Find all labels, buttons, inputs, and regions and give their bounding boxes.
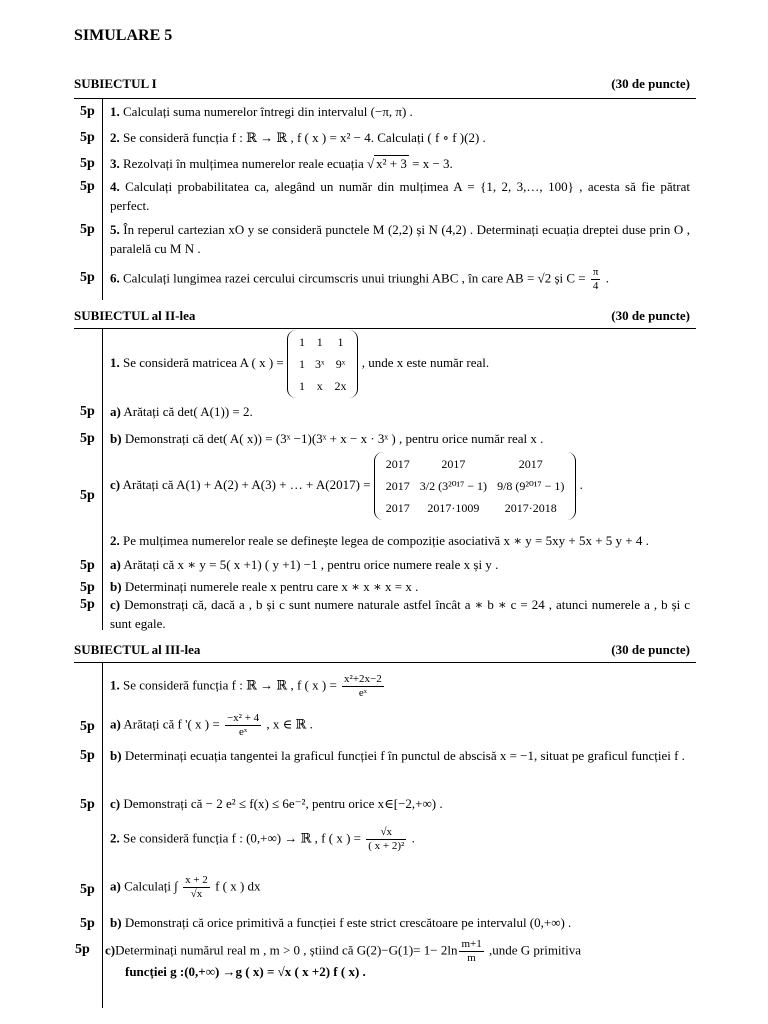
s2-p2-b-label: b) (110, 579, 122, 594)
points-s2-p2-a: 5p (80, 558, 95, 573)
s1-q6-text: Calculați lungimea razei cercului circumscris unui triunghi ABC , în care AB = √2 și C = (123, 270, 589, 286)
matrix-cell: 1 (299, 335, 305, 349)
s2-problem-2-intro (110, 531, 690, 550)
matrix-cell: 1 (337, 335, 344, 349)
s1-q6-text-end: . (602, 270, 609, 286)
s3-p2-a (110, 874, 690, 901)
s3-p1-c (110, 794, 690, 813)
s1-question-1 (110, 102, 690, 121)
points-s3-p2-c: 5p (75, 942, 90, 957)
s3-p1-fraction-num: x²+2x−2 (344, 673, 382, 685)
s3-p1-fraction (342, 673, 384, 700)
s1-q6-fraction-num: π (592, 266, 599, 278)
s2-problem-1-intro (110, 330, 690, 398)
s3-p2-c (105, 938, 693, 965)
s3-p2-c-fraction-num: m+1 (461, 938, 482, 950)
s1-question-6 (110, 266, 690, 293)
s2-p1-intro-text: Se consideră matricea A ( x ) = (123, 354, 287, 370)
s2-p2-intro-text: Pe mulțimea numerelor reale se definește legea de compoziție asociativă x ∗ y = 5xy + 5x + 5 y + 4 . (123, 533, 649, 548)
s3-p1-a-fraction (225, 712, 261, 739)
s1-q5-number: 5. (110, 222, 120, 237)
s3-p1-b-label: b) (110, 748, 122, 763)
points-s2-p1-a: 5p (80, 404, 95, 419)
matrix-cell: 2017·2018 (504, 501, 557, 515)
section-3-divider (102, 662, 103, 1008)
s3-p1-c-text: Demonstrați că − 2 e² ≤ f(x) ≤ 6e⁻², pentru orice x∈[−2,+∞) . (123, 796, 443, 811)
points-s1-q2: 5p (80, 130, 95, 145)
points-s3-p1-b: 5p (80, 748, 95, 763)
s1-q3-text-end: = x − 3. (408, 156, 453, 171)
matrix-cell: 1 (299, 379, 305, 393)
s1-q3-number: 3. (110, 156, 120, 171)
section-1-rule (74, 98, 696, 99)
s3-p2-c-label: c) (105, 942, 116, 958)
section-3-points: (30 de puncte) (611, 642, 690, 657)
matrix-cell: 9/8 (9²⁰¹⁷ − 1) (497, 479, 565, 493)
s3-p2-fraction-num: √x (366, 826, 406, 840)
s2-p1-c (110, 452, 690, 520)
s3-p2-c-text: Determinați numărul real m , m > 0 , știind că G(2)−G(1)= 1− 2ln (115, 942, 458, 958)
s3-p1-intro-text: Se consideră funcția f : ℝ → ℝ , f ( x ) = (123, 677, 341, 693)
s3-p2-intro-text: Se consideră funcția f : (0,+∞) → ℝ , f ( x ) = (123, 830, 365, 846)
section-1-points: (30 de puncte) (611, 76, 690, 91)
s3-p2-fraction (366, 826, 406, 853)
s2-p1-c-end: . (576, 476, 583, 492)
s3-problem-2-intro (110, 826, 690, 853)
points-s1-q1: 5p (80, 104, 95, 119)
matrix-cell: 2017 (441, 457, 466, 471)
matrix-cell: 3ˣ (315, 357, 325, 371)
section-2-rule (74, 328, 696, 329)
s1-question-2 (110, 128, 690, 147)
matrix-cell: x (316, 379, 323, 393)
s2-p2-c (110, 595, 690, 633)
s3-p2-a-fraction (183, 874, 210, 901)
s1-q4-text: Calculați probabilitatea ca, alegând un număr din mulțimea A = {1, 2, 3,…, 100} , acesta să fie pătrat perfect. (110, 179, 691, 213)
s3-p1-a-fraction-num: −x² + 4 (226, 712, 260, 724)
s2-p1-a-label: a) (110, 404, 121, 419)
section-3-header (74, 640, 690, 659)
s1-q2-number: 2. (110, 130, 120, 145)
s3-p2-b-text: Demonstrați că orice primitivă a funcției f este strict crescătoare pe intervalul (0,+∞) . (124, 915, 572, 930)
points-s2-p1-c: 5p (80, 488, 95, 503)
s1-q3-radicand: x² + 3 (376, 156, 407, 171)
s2-matrix-A (287, 330, 358, 398)
s2-matrix-sum (374, 452, 577, 520)
s1-question-3: 3. Rezolvați în mulțimea numerelor reale ecuația √ x² + 3 = x − 3. (110, 156, 453, 171)
s3-p2-b-label: b) (110, 915, 122, 930)
s2-p1-a (110, 402, 690, 421)
s1-q6-fraction-den: 4 (592, 280, 599, 292)
points-s1-q6: 5p (80, 270, 95, 285)
s2-p2-a-label: a) (110, 557, 121, 572)
s2-p1-number: 1. (110, 354, 120, 370)
section-2-points: (30 de puncte) (611, 308, 690, 323)
section-3-rule (74, 662, 696, 663)
section-1-title: SUBIECTUL I (74, 76, 157, 91)
s2-p2-b-text: Determinați numerele reale x pentru care x ∗ x ∗ x = x . (124, 579, 419, 594)
s2-p1-b-label: b) (110, 431, 122, 446)
s3-p2-a-fraction-num: x + 2 (185, 874, 208, 886)
points-s1-q3: 5p (80, 156, 95, 171)
s3-p1-a-label: a) (110, 716, 121, 732)
s2-p1-intro-end: , unde x este număr real. (358, 354, 490, 370)
s3-p2-number: 2. (110, 830, 120, 846)
s2-p1-b-text: Demonstrați că det( A( x)) = (3ˣ −1)(3ˣ + x − x · 3ˣ ) , pentru orice număr real x . (124, 431, 544, 446)
s3-p2-a-fraction-den: √x (190, 888, 203, 900)
matrix-cell: 2x (334, 379, 347, 393)
section-3-title: SUBIECTUL al III-lea (74, 642, 201, 657)
matrix-cell: 2017 (385, 457, 410, 471)
s3-p1-a (110, 712, 690, 739)
s1-question-5 (110, 220, 690, 258)
s3-p2-c-fraction-den: m (467, 952, 476, 964)
s3-p1-number: 1. (110, 677, 120, 693)
section-2-header (74, 306, 690, 325)
points-s1-q4: 5p (80, 179, 95, 194)
s3-p2-c-fraction (459, 938, 483, 965)
section-1-divider (102, 98, 103, 300)
s2-p2-a-text: Arătați că x ∗ y = 5( x +1) ( y +1) −1 , pentru orice numere reale x și y . (123, 557, 499, 572)
s1-q3-text: Rezolvați în mulțimea numerelor reale ecuația (123, 156, 368, 171)
s1-q6-fraction (591, 266, 601, 293)
s3-p2-a-text-end: f ( x ) dx (211, 878, 261, 894)
points-s3-p1-a: 5p (80, 719, 95, 734)
page-title: SIMULARE 5 (74, 27, 173, 44)
points-s3-p2-a: 5p (80, 882, 95, 897)
s2-p2-number: 2. (110, 533, 120, 548)
s2-p2-c-label: c) (110, 597, 121, 612)
s1-q2-text: Se consideră funcția f : ℝ → ℝ , f ( x ) = x² − 4. Calculați ( f ∘ f )(2) . (123, 130, 486, 145)
matrix-cell: 3/2 (3²⁰¹⁷ − 1) (419, 479, 488, 493)
points-s2-p2-b: 5p (80, 580, 95, 595)
points-s2-p2-c: 5p (80, 597, 95, 612)
s2-p2-c-text: Demonstrați că, dacă a , b și c sunt numere naturale astfel încât a ∗ b ∗ c = 24 , atunci numerele a , b și c sunt egale. (110, 597, 691, 631)
s3-p2-a-text: Calculați ∫ (124, 878, 182, 894)
points-s1-q5: 5p (80, 222, 95, 237)
s3-p1-a-text-end: , x ∈ ℝ . (263, 716, 313, 732)
s3-problem-1-intro (110, 673, 690, 700)
points-s3-p2-b: 5p (80, 916, 95, 931)
s1-q1-text: Calculați suma numerelor întregi din intervalul (−π, π) . (123, 104, 413, 119)
matrix-cell: 1 (299, 357, 305, 371)
matrix-cell: 2017 (518, 457, 543, 471)
s3-p2-b (110, 913, 690, 932)
s2-p1-c-label: c) (110, 476, 121, 492)
s1-q4-number: 4. (110, 179, 120, 194)
s3-p2-a-label: a) (110, 878, 121, 894)
s3-p2-c-line2: funcției g :(0,+∞) →g ( x) = √x ( x +2) f ( x) . (125, 964, 366, 979)
points-s2-p1-b: 5p (80, 431, 95, 446)
s3-p2-fraction-den: ( x + 2)² (368, 840, 405, 852)
s3-p1-b-text: Determinați ecuația tangentei la graficul funcției f în punctul de abscisă x = −1, situat pe graficul funcției f . (124, 748, 685, 763)
matrix-cell: 2017 (385, 479, 410, 493)
matrix-cell: 9ˣ (335, 357, 346, 371)
s1-q1-number: 1. (110, 104, 120, 119)
section-1-header (74, 74, 690, 93)
s2-p1-b (110, 429, 690, 448)
s1-q5-text: În reperul cartezian xO y se consideră punctele M (2,2) și N (4,2) . Determinați ecuația dreptei duse prin O , paralelă cu M N . (110, 222, 691, 256)
section-2-title: SUBIECTUL al II-lea (74, 308, 196, 323)
s3-p2-c-text-end: ,unde G primitiva (485, 942, 582, 958)
points-s3-p1-c: 5p (80, 797, 95, 812)
section-2-divider (102, 328, 103, 630)
s3-p1-a-text: Arătați că f '( x ) = (123, 716, 223, 732)
s3-p1-c-label: c) (110, 796, 121, 811)
matrix-cell: 2017·1009 (427, 501, 480, 515)
s3-p2-intro-end: . (408, 830, 415, 846)
s1-question-4 (110, 177, 690, 215)
s2-p2-b (110, 577, 690, 596)
s3-p1-a-fraction-den: eˣ (239, 726, 248, 738)
s3-p1-fraction-den: eˣ (358, 687, 367, 699)
s2-p2-a (110, 555, 690, 574)
matrix-cell: 2017 (385, 501, 410, 515)
s2-p1-c-text: Arătați că A(1) + A(2) + A(3) + … + A(2017) = (122, 476, 374, 492)
matrix-cell: 1 (316, 335, 323, 349)
s2-p1-a-text: Arătați că det( A(1)) = 2. (123, 404, 253, 419)
s1-q6-number: 6. (110, 270, 120, 286)
s3-p1-b (110, 746, 690, 765)
